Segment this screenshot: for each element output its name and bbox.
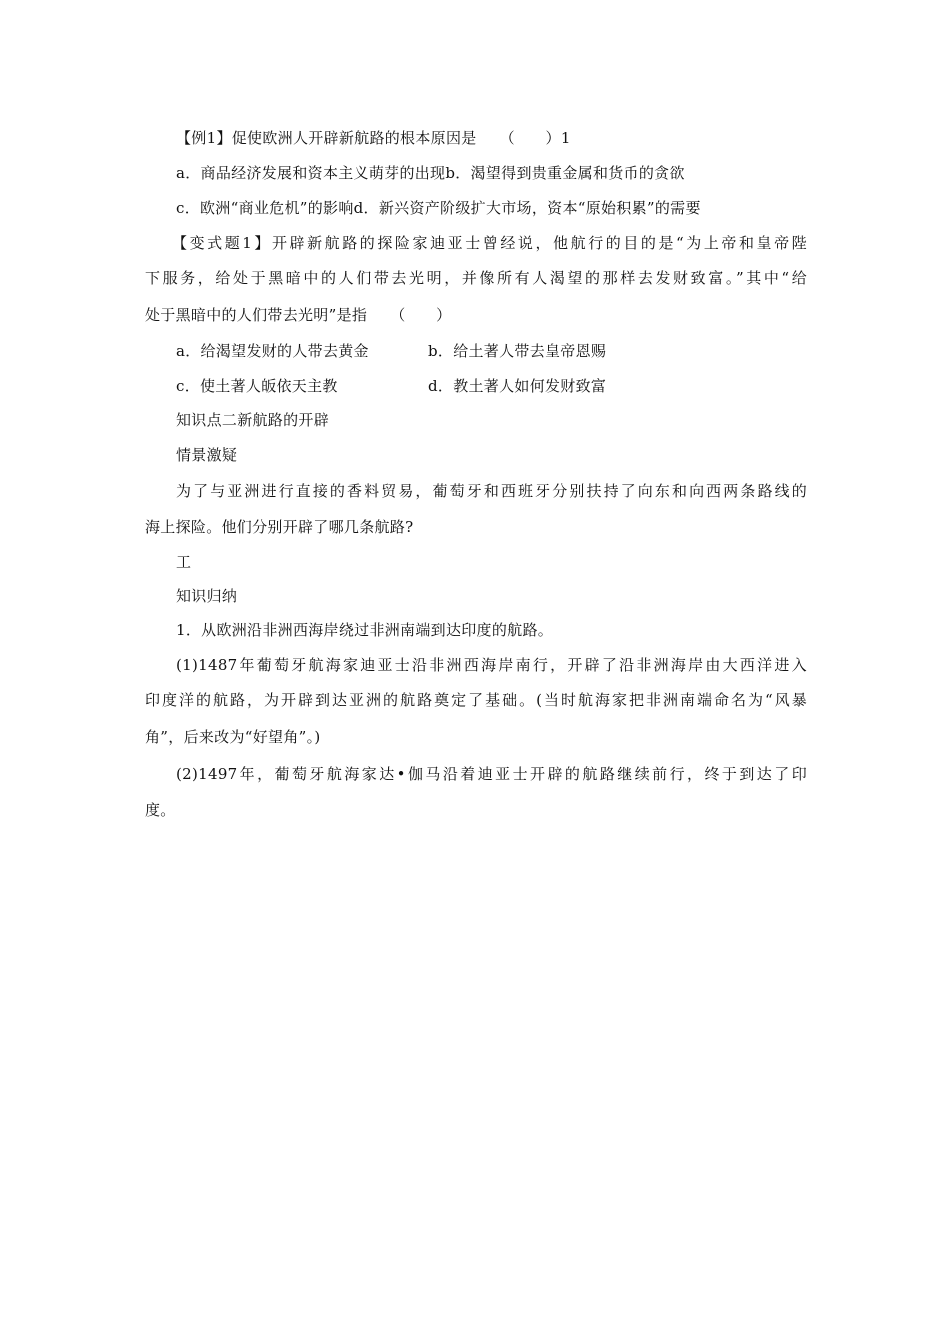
variant1-line1: 【变式题1】开辟新航路的探险家迪亚士曾经说，他航行的目的是“为上帝和皇帝陛 [172, 234, 807, 252]
example1-question: 【例1】促使欧洲人开辟新航路的根本原因是 （ ）1 [176, 129, 571, 147]
stray-character: 工 [176, 553, 192, 571]
variant1-option-b: b．给土著人带去皇帝恩赐 [428, 342, 607, 360]
variant1-option-a: a．给渴望发财的人带去黄金 [176, 342, 369, 360]
item1-2-line1: (2)1497年，葡萄牙航海家达•伽马沿着迪亚士开辟的航路继续前行，终于到达了印 [176, 765, 807, 783]
section2-heading: 知识点二新航路的开辟 [176, 411, 330, 429]
scene-heading: 情景激疑 [176, 446, 238, 464]
item1-1-line3: 角”，后来改为“好望角”。) [145, 728, 321, 746]
item1-1-line1: (1)1487年葡萄牙航海家迪亚士沿非洲西海岸南行，开辟了沿非洲海岸由大西洋进入 [176, 656, 807, 674]
item1-2-line2: 度。 [145, 801, 176, 819]
scene-line2: 海上探险。他们分别开辟了哪几条航路? [145, 518, 414, 536]
variant1-line2: 下服务，给处于黑暗中的人们带去光明，并像所有人渴望的那样去发财致富。”其中“给 [145, 269, 807, 287]
variant1-option-d: d．教土著人如何发财致富 [428, 377, 607, 395]
summary-item1: 1．从欧洲沿非洲西海岸绕过非洲南端到达印度的航路。 [176, 621, 554, 639]
item1-1-line2: 印度洋的航路，为开辟到达亚洲的航路奠定了基础。(当时航海家把非洲南端命名为“风暴 [145, 691, 807, 709]
example1-options-cd: c．欧洲“商业危机”的影响d．新兴资产阶级扩大市场，资本“原始积累”的需要 [176, 199, 701, 217]
variant1-option-c: c．使土著人皈依天主教 [176, 377, 338, 395]
variant1-options-ab [176, 341, 369, 361]
variant1-line3: 处于黑暗中的人们带去光明”是指 （ ） [145, 306, 452, 324]
summary-heading: 知识归纳 [176, 587, 238, 605]
example1-options-ab: a．商品经济发展和资本主义萌芽的出现b．渴望得到贵重金属和货币的贪欲 [176, 164, 685, 182]
scene-line1: 为了与亚洲进行直接的香料贸易，葡萄牙和西班牙分别扶持了向东和向西两条路线的 [176, 482, 807, 500]
